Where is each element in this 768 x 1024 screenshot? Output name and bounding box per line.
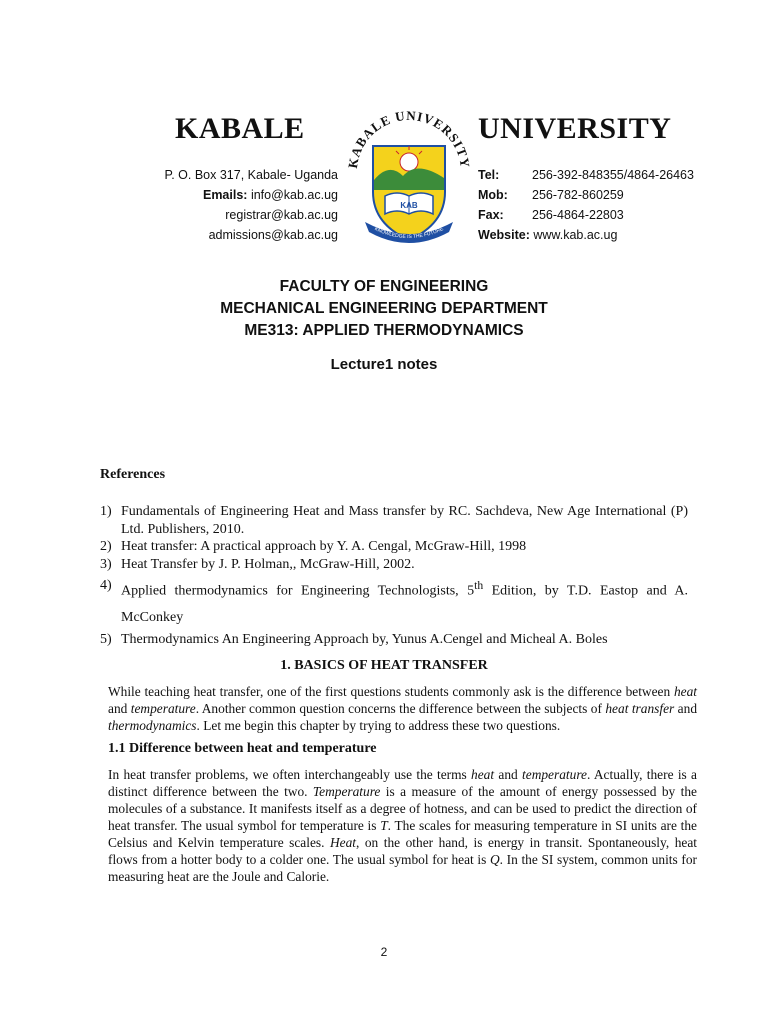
tel-row: [478, 165, 694, 185]
address: P. O. Box 317, Kabale- Uganda: [164, 168, 338, 182]
university-name-right: UNIVERSITY: [478, 112, 672, 145]
reference-text-part: Edition, by T.D. Eastop and A. McConkey: [121, 583, 688, 625]
reference-number: 4): [100, 578, 112, 593]
reference-item: [100, 503, 688, 538]
italic-run: heat: [673, 684, 697, 699]
italic-run: thermodynamics: [108, 718, 197, 733]
fax-row: [478, 205, 694, 225]
document-titles: [0, 276, 768, 342]
text-run: . The scales for measuring temperature in SI units are the Celsius and Kelvin temperature scales.: [108, 818, 697, 850]
italic-run: heat transfer: [605, 701, 675, 716]
lecture-title: Lecture1 notes: [330, 356, 438, 373]
crest-arc-text: KABALE UNIVERSITY: [344, 107, 474, 170]
text-run: . Actually, there is a distinct difference between the two.: [108, 767, 697, 799]
text-run: . Another common question concerns the difference between the subjects of: [195, 701, 606, 716]
university-crest-logo: [343, 100, 475, 250]
italic-run: temperature: [522, 767, 587, 782]
italic-run: Q: [490, 852, 500, 867]
reference-number: 3): [100, 556, 112, 572]
fax-value: 256-4864-22803: [532, 208, 624, 222]
italic-run: temperature: [130, 701, 196, 716]
reference-number: 1): [100, 504, 112, 519]
mob-label: Mob:: [478, 188, 508, 202]
faculty-title: FACULTY OF ENGINEERING: [279, 278, 489, 295]
emails-row: [165, 185, 339, 205]
text-run: and: [674, 701, 698, 716]
reference-text-part: Applied thermodynamics for Engineering Technologists, 5: [121, 583, 475, 599]
reference-text: Heat transfer: A practical approach by Y. A. Cengal, McGraw-Hill, 1998: [121, 539, 527, 554]
intro-paragraph: [108, 683, 697, 734]
tel-label: Tel:: [478, 168, 500, 182]
references-heading: References: [100, 467, 166, 482]
text-run: In heat transfer problems, we often interchangeably use the terms: [108, 767, 472, 782]
mob-value: 256-782-860259: [532, 188, 624, 202]
italic-run: Temperature: [312, 784, 381, 799]
fax-label: Fax:: [478, 208, 504, 222]
reference-number: 5): [100, 631, 112, 647]
crest-banner-text: KNOWLEDGE IS THE FUTURE: [373, 226, 445, 241]
contact-left-block: [165, 165, 339, 245]
text-run: , on the other hand, is energy in transit. Spontaneously, heat flows from a hotter body to a colder one. The usual symbol for heat is: [108, 835, 697, 867]
reference-text: Thermodynamics An Engineering Approach by, Yunus A.Cengel and Micheal A. Boles: [121, 631, 608, 647]
reference-text: Heat Transfer by J. P. Holman,, McGraw-Hill, 2002.: [121, 556, 415, 572]
text-run: While teaching heat transfer, one of the first questions students commonly ask is the difference between: [108, 684, 674, 699]
page-number: 2: [380, 945, 388, 959]
reference-item: [100, 631, 688, 649]
subsection-heading: 1.1 Difference between heat and temperature: [108, 741, 377, 756]
department-title: MECHANICAL ENGINEERING DEPARTMENT: [220, 300, 548, 317]
website-label: Website:: [478, 228, 530, 242]
text-run: and: [108, 701, 131, 716]
text-run: . In the SI system, common units for measuring heat are the Joule and Calorie.: [108, 852, 697, 884]
email-info: info@kab.ac.ug: [250, 188, 338, 202]
section-heading: 1. BASICS OF HEAT TRANSFER: [280, 658, 488, 673]
italic-run: Heat: [329, 835, 357, 850]
reference-number: 2): [100, 539, 112, 554]
references-list: [100, 503, 688, 648]
italic-run: T: [380, 818, 388, 833]
body-paragraph: [108, 766, 697, 885]
reference-item: [100, 556, 688, 574]
italic-run: heat: [471, 767, 495, 782]
text-run: . Let me begin this chapter by trying to address these two questions.: [196, 718, 561, 733]
email-registrar: registrar@kab.ac.ug: [225, 208, 338, 222]
university-name-left: KABALE: [175, 112, 305, 145]
text-run: and: [494, 767, 523, 782]
mob-row: [478, 185, 694, 205]
website-link[interactable]: www.kab.ac.ug: [533, 228, 618, 242]
tel-value: 256-392-848355/4864-26463: [532, 168, 694, 182]
crest-book-text: KAB: [400, 201, 418, 210]
reference-item: [100, 573, 688, 631]
contact-right-block: [478, 165, 694, 245]
reference-text: [121, 573, 688, 631]
emails-label: Emails:: [202, 188, 248, 202]
email-admissions: admissions@kab.ac.ug: [208, 228, 338, 242]
reference-item: [100, 538, 688, 556]
reference-text: Fundamentals of Engineering Heat and Mass transfer by RC. Sachdeva, New Age International (P) Ltd. Publishers, 2010.: [121, 504, 688, 537]
text-run: is a measure of the amount of energy possessed by the molecules of a substance. It manifests itself as a degree of hotness, and can be used to predict the direction of heat transfer. The usual symbol for temperature is: [108, 784, 697, 833]
website-row: [478, 225, 694, 245]
superscript-th: th: [474, 579, 484, 592]
course-title: ME313: APPLIED THERMODYNAMICS: [244, 322, 524, 339]
